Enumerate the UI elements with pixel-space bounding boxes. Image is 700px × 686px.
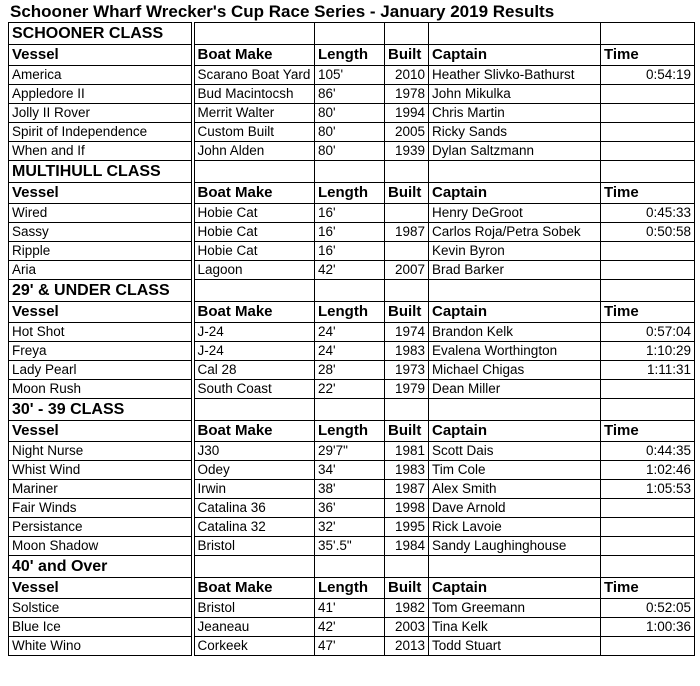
time-cell: [601, 499, 695, 518]
built-cell: 2003: [385, 618, 429, 637]
column-header-vessel: Vessel: [9, 421, 193, 442]
class-title: SCHOONER CLASS: [9, 23, 193, 45]
empty-cell: [385, 23, 429, 45]
column-header-length: Length: [315, 45, 385, 66]
captain-cell: Brandon Kelk: [429, 323, 601, 342]
column-header-length: Length: [315, 302, 385, 323]
captain-cell: Ricky Sands: [429, 123, 601, 142]
built-cell: 2013: [385, 637, 429, 656]
vessel-cell: White Wino: [9, 637, 193, 656]
column-header-row: [9, 45, 695, 66]
captain-cell: Heather Slivko-Bathurst: [429, 66, 601, 85]
time-cell: 0:44:35: [601, 442, 695, 461]
vessel-cell: Appledore II: [9, 85, 193, 104]
make-cell: John Alden: [193, 142, 315, 161]
empty-cell: [385, 280, 429, 302]
length-cell: 34': [315, 461, 385, 480]
captain-cell: Tom Greemann: [429, 599, 601, 618]
column-header-length: Length: [315, 578, 385, 599]
class-title-row: [9, 23, 695, 45]
column-header-captain: Captain: [429, 183, 601, 204]
time-cell: [601, 518, 695, 537]
time-cell: [601, 123, 695, 142]
make-cell: J-24: [193, 323, 315, 342]
make-cell: Bristol: [193, 537, 315, 556]
table-row: [9, 618, 695, 637]
empty-cell: [429, 280, 601, 302]
column-header-captain: Captain: [429, 45, 601, 66]
column-header-vessel: Vessel: [9, 183, 193, 204]
empty-cell: [315, 161, 385, 183]
table-row: [9, 499, 695, 518]
make-cell: South Coast: [193, 380, 315, 399]
column-header-make: Boat Make: [193, 302, 315, 323]
built-cell: 1983: [385, 342, 429, 361]
column-header-vessel: Vessel: [9, 45, 193, 66]
column-header-built: Built: [385, 302, 429, 323]
class-title-row: [9, 399, 695, 421]
make-cell: Corkeek: [193, 637, 315, 656]
column-header-captain: Captain: [429, 421, 601, 442]
length-cell: 36': [315, 499, 385, 518]
empty-cell: [315, 556, 385, 578]
empty-cell: [429, 556, 601, 578]
document-title: Schooner Wharf Wrecker's Cup Race Series - January 2019 Results: [10, 2, 555, 21]
captain-cell: Dylan Saltzmann: [429, 142, 601, 161]
table-row: [9, 323, 695, 342]
captain-cell: Todd Stuart: [429, 637, 601, 656]
column-header-built: Built: [385, 421, 429, 442]
empty-cell: [193, 556, 315, 578]
length-cell: 16': [315, 223, 385, 242]
table-row: [9, 480, 695, 499]
time-cell: 1:00:36: [601, 618, 695, 637]
make-cell: Catalina 32: [193, 518, 315, 537]
class-title: MULTIHULL CLASS: [9, 161, 193, 183]
built-cell: 1995: [385, 518, 429, 537]
column-header-time: Time: [601, 45, 695, 66]
length-cell: 16': [315, 242, 385, 261]
class-title-row: [9, 280, 695, 302]
table-row: [9, 442, 695, 461]
empty-cell: [385, 399, 429, 421]
vessel-cell: Aria: [9, 261, 193, 280]
column-header-row: [9, 183, 695, 204]
time-cell: 1:05:53: [601, 480, 695, 499]
vessel-cell: Freya: [9, 342, 193, 361]
length-cell: 22': [315, 380, 385, 399]
built-cell: 2007: [385, 261, 429, 280]
captain-cell: Kevin Byron: [429, 242, 601, 261]
table-row: [9, 85, 695, 104]
column-header-vessel: Vessel: [9, 302, 193, 323]
vessel-cell: Night Nurse: [9, 442, 193, 461]
table-row: [9, 599, 695, 618]
empty-cell: [193, 280, 315, 302]
table-row: [9, 242, 695, 261]
length-cell: 80': [315, 142, 385, 161]
column-header-row: [9, 421, 695, 442]
captain-cell: Dave Arnold: [429, 499, 601, 518]
time-cell: 0:52:05: [601, 599, 695, 618]
vessel-cell: Ripple: [9, 242, 193, 261]
vessel-cell: Persistance: [9, 518, 193, 537]
captain-cell: Sandy Laughinghouse: [429, 537, 601, 556]
make-cell: Jeaneau: [193, 618, 315, 637]
make-cell: J30: [193, 442, 315, 461]
column-header-built: Built: [385, 45, 429, 66]
make-cell: Hobie Cat: [193, 223, 315, 242]
time-cell: 0:54:19: [601, 66, 695, 85]
vessel-cell: Whist Wind: [9, 461, 193, 480]
captain-cell: Carlos Roja/Petra Sobek: [429, 223, 601, 242]
length-cell: 35'.5": [315, 537, 385, 556]
make-cell: Custom Built: [193, 123, 315, 142]
make-cell: Scarano Boat Yard: [193, 66, 315, 85]
length-cell: 24': [315, 342, 385, 361]
column-header-captain: Captain: [429, 302, 601, 323]
empty-cell: [601, 23, 695, 45]
empty-cell: [193, 23, 315, 45]
length-cell: 47': [315, 637, 385, 656]
length-cell: 32': [315, 518, 385, 537]
table-row: [9, 518, 695, 537]
column-header-time: Time: [601, 183, 695, 204]
make-cell: J-24: [193, 342, 315, 361]
time-cell: [601, 380, 695, 399]
column-header-time: Time: [601, 421, 695, 442]
empty-cell: [601, 280, 695, 302]
make-cell: Bristol: [193, 599, 315, 618]
make-cell: Merrit Walter: [193, 104, 315, 123]
built-cell: 1987: [385, 223, 429, 242]
length-cell: 16': [315, 204, 385, 223]
column-header-vessel: Vessel: [9, 578, 193, 599]
length-cell: 105': [315, 66, 385, 85]
length-cell: 80': [315, 104, 385, 123]
length-cell: 80': [315, 123, 385, 142]
empty-cell: [601, 399, 695, 421]
captain-cell: Dean Miller: [429, 380, 601, 399]
column-header-make: Boat Make: [193, 578, 315, 599]
time-cell: [601, 104, 695, 123]
vessel-cell: Spirit of Independence: [9, 123, 193, 142]
built-cell: 2005: [385, 123, 429, 142]
column-header-length: Length: [315, 421, 385, 442]
table-row: [9, 380, 695, 399]
captain-cell: Rick Lavoie: [429, 518, 601, 537]
class-title: 29' & UNDER CLASS: [9, 280, 193, 302]
time-cell: 1:02:46: [601, 461, 695, 480]
make-cell: Cal 28: [193, 361, 315, 380]
time-cell: 0:50:58: [601, 223, 695, 242]
vessel-cell: Jolly II Rover: [9, 104, 193, 123]
length-cell: 24': [315, 323, 385, 342]
length-cell: 42': [315, 618, 385, 637]
class-title: 40' and Over: [9, 556, 193, 578]
column-header-length: Length: [315, 183, 385, 204]
table-row: [9, 204, 695, 223]
length-cell: 29'7": [315, 442, 385, 461]
time-cell: [601, 85, 695, 104]
column-header-captain: Captain: [429, 578, 601, 599]
time-cell: [601, 537, 695, 556]
make-cell: Lagoon: [193, 261, 315, 280]
length-cell: 38': [315, 480, 385, 499]
vessel-cell: Hot Shot: [9, 323, 193, 342]
empty-cell: [429, 161, 601, 183]
built-cell: 1987: [385, 480, 429, 499]
time-cell: 0:57:04: [601, 323, 695, 342]
built-cell: 2010: [385, 66, 429, 85]
vessel-cell: When and If: [9, 142, 193, 161]
length-cell: 86': [315, 85, 385, 104]
column-header-row: [9, 578, 695, 599]
class-title-row: [9, 556, 695, 578]
built-cell: 1994: [385, 104, 429, 123]
empty-cell: [193, 161, 315, 183]
captain-cell: Evalena Worthington: [429, 342, 601, 361]
empty-cell: [385, 556, 429, 578]
captain-cell: Brad Barker: [429, 261, 601, 280]
built-cell: 1998: [385, 499, 429, 518]
captain-cell: John Mikulka: [429, 85, 601, 104]
time-cell: [601, 637, 695, 656]
vessel-cell: Wired: [9, 204, 193, 223]
built-cell: 1973: [385, 361, 429, 380]
class-title: 30' - 39 CLASS: [9, 399, 193, 421]
table-row: [9, 342, 695, 361]
column-header-row: [9, 302, 695, 323]
column-header-make: Boat Make: [193, 45, 315, 66]
results-table: [8, 22, 695, 656]
vessel-cell: Moon Rush: [9, 380, 193, 399]
column-header-make: Boat Make: [193, 421, 315, 442]
make-cell: Hobie Cat: [193, 204, 315, 223]
empty-cell: [601, 161, 695, 183]
built-cell: 1979: [385, 380, 429, 399]
built-cell: [385, 204, 429, 223]
class-title-row: [9, 161, 695, 183]
column-header-time: Time: [601, 302, 695, 323]
make-cell: Bud Macintocsh: [193, 85, 315, 104]
captain-cell: Michael Chigas: [429, 361, 601, 380]
built-cell: 1984: [385, 537, 429, 556]
built-cell: 1939: [385, 142, 429, 161]
built-cell: 1981: [385, 442, 429, 461]
built-cell: 1978: [385, 85, 429, 104]
captain-cell: Scott Dais: [429, 442, 601, 461]
time-cell: 1:10:29: [601, 342, 695, 361]
empty-cell: [385, 161, 429, 183]
empty-cell: [601, 556, 695, 578]
vessel-cell: Sassy: [9, 223, 193, 242]
captain-cell: Tina Kelk: [429, 618, 601, 637]
table-row: [9, 142, 695, 161]
table-row: [9, 123, 695, 142]
table-row: [9, 223, 695, 242]
column-header-built: Built: [385, 183, 429, 204]
make-cell: Hobie Cat: [193, 242, 315, 261]
make-cell: Odey: [193, 461, 315, 480]
vessel-cell: Lady Pearl: [9, 361, 193, 380]
table-row: [9, 261, 695, 280]
length-cell: 28': [315, 361, 385, 380]
vessel-cell: Solstice: [9, 599, 193, 618]
table-row: [9, 461, 695, 480]
vessel-cell: Moon Shadow: [9, 537, 193, 556]
built-cell: 1974: [385, 323, 429, 342]
time-cell: 1:11:31: [601, 361, 695, 380]
table-row: [9, 104, 695, 123]
column-header-time: Time: [601, 578, 695, 599]
table-row: [9, 637, 695, 656]
length-cell: 42': [315, 261, 385, 280]
captain-cell: Henry DeGroot: [429, 204, 601, 223]
empty-cell: [429, 23, 601, 45]
captain-cell: Alex Smith: [429, 480, 601, 499]
results-table-body: [9, 23, 695, 656]
empty-cell: [315, 280, 385, 302]
time-cell: [601, 242, 695, 261]
empty-cell: [315, 23, 385, 45]
table-row: [9, 66, 695, 85]
empty-cell: [429, 399, 601, 421]
make-cell: Catalina 36: [193, 499, 315, 518]
column-header-built: Built: [385, 578, 429, 599]
table-row: [9, 537, 695, 556]
make-cell: Irwin: [193, 480, 315, 499]
vessel-cell: Blue Ice: [9, 618, 193, 637]
vessel-cell: Fair Winds: [9, 499, 193, 518]
empty-cell: [193, 399, 315, 421]
built-cell: [385, 242, 429, 261]
vessel-cell: Mariner: [9, 480, 193, 499]
time-cell: [601, 142, 695, 161]
empty-cell: [315, 399, 385, 421]
built-cell: 1983: [385, 461, 429, 480]
time-cell: [601, 261, 695, 280]
captain-cell: Chris Martin: [429, 104, 601, 123]
vessel-cell: America: [9, 66, 193, 85]
captain-cell: Tim Cole: [429, 461, 601, 480]
column-header-make: Boat Make: [193, 183, 315, 204]
built-cell: 1982: [385, 599, 429, 618]
time-cell: 0:45:33: [601, 204, 695, 223]
length-cell: 41': [315, 599, 385, 618]
table-row: [9, 361, 695, 380]
